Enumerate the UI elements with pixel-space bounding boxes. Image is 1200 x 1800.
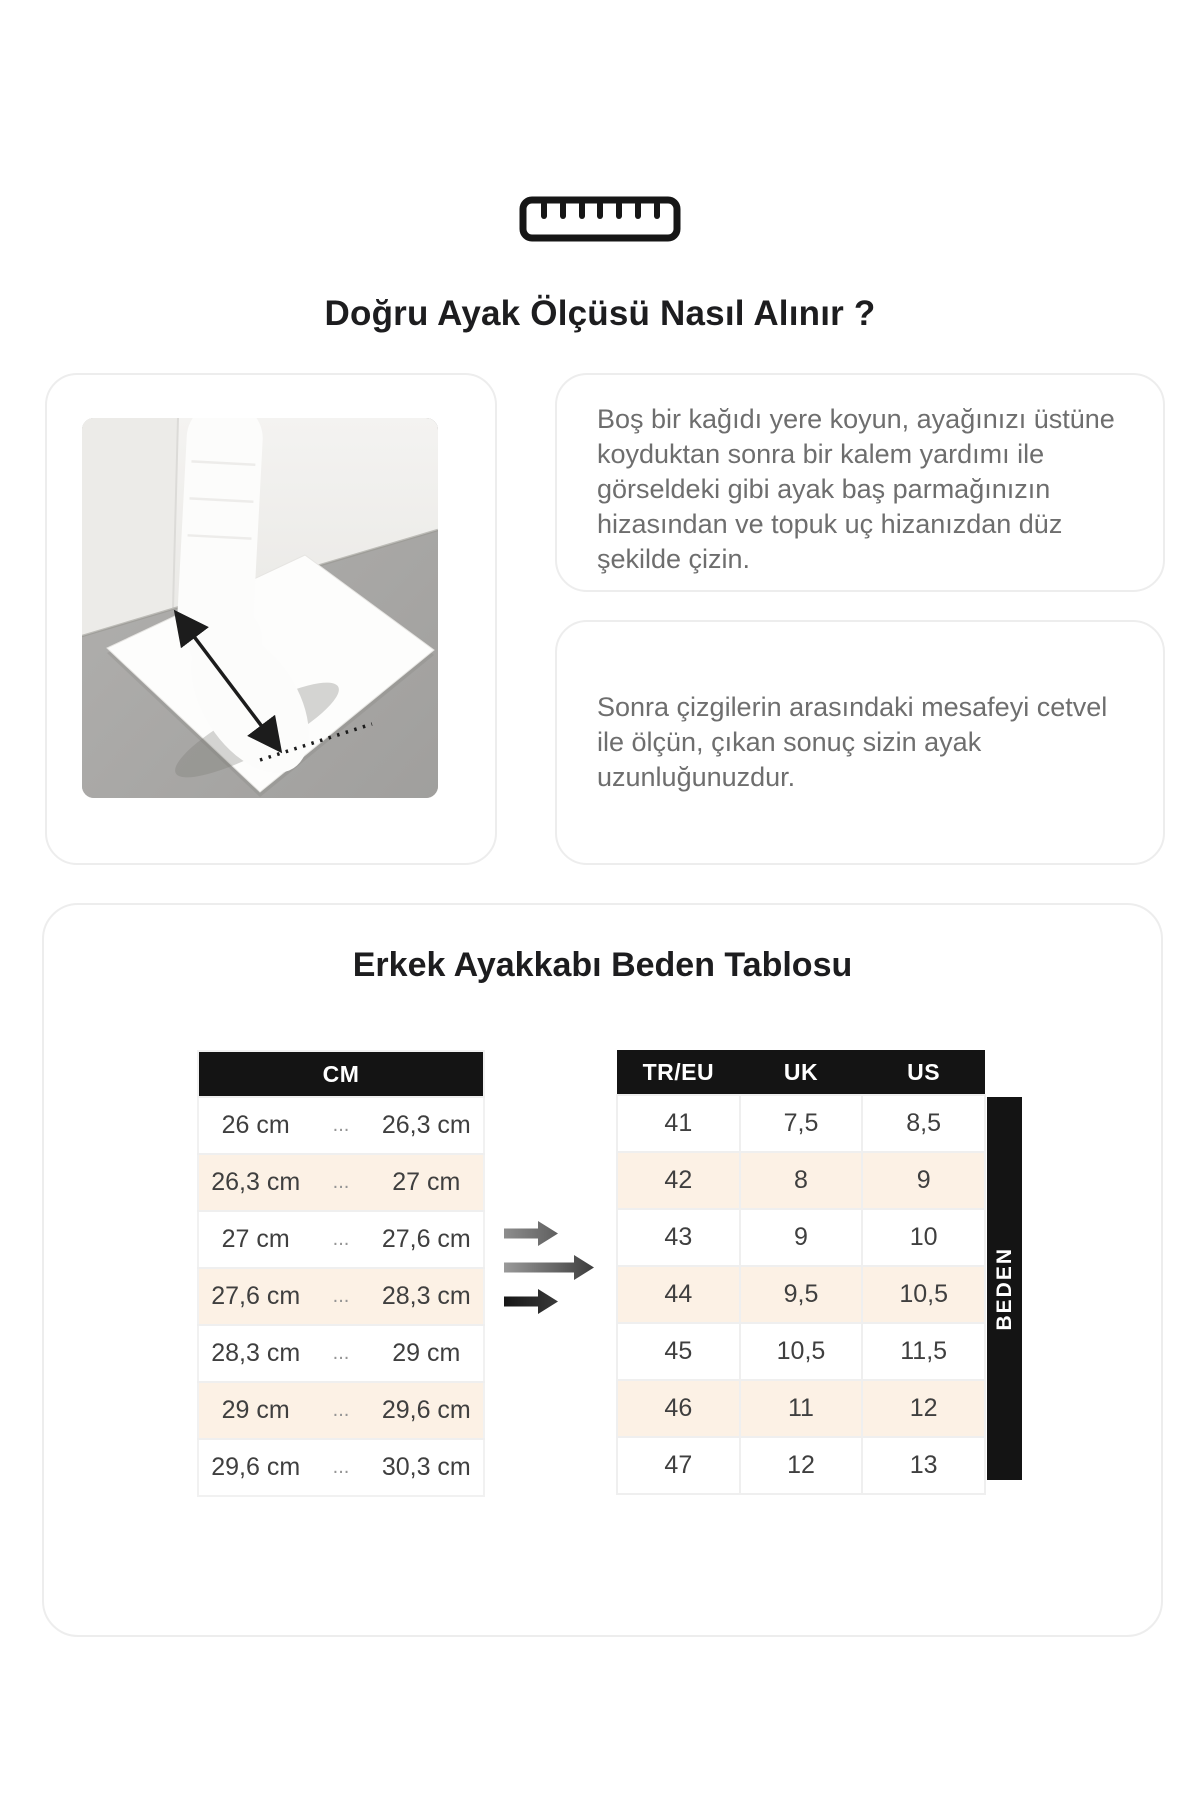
size-guide-title: Erkek Ayakkabı Beden Tablosu [352, 946, 853, 984]
size-table-body [617, 1095, 985, 1494]
size-cell-uk: 9 [740, 1209, 863, 1266]
size-table-row [617, 1437, 985, 1494]
size-cell-uk: 8 [740, 1152, 863, 1209]
cm-table [197, 1050, 485, 1497]
size-table [616, 1050, 986, 1495]
size-cell-uk: 9,5 [740, 1266, 863, 1323]
cm-cell-max: 28,3 cm [370, 1268, 484, 1325]
cm-table-body [198, 1097, 484, 1496]
cm-cell-min: 29,6 cm [198, 1439, 312, 1496]
cm-cell-min: 26 cm [198, 1097, 312, 1154]
size-table-row [617, 1323, 985, 1380]
size-cell-uk: 7,5 [740, 1095, 863, 1152]
cm-cell-min: 27 cm [198, 1211, 312, 1268]
cm-table-row [198, 1211, 484, 1268]
size-table-row [617, 1209, 985, 1266]
ruler-icon [519, 196, 681, 247]
foot-on-paper-photo [82, 418, 438, 798]
cm-cell-dots: ... [312, 1154, 369, 1211]
size-cell-us: 8,5 [862, 1095, 985, 1152]
size-table-row [617, 1266, 985, 1323]
size-cell-us: 11,5 [862, 1323, 985, 1380]
cm-cell-dots: ... [312, 1325, 369, 1382]
size-guide-card [42, 903, 1163, 1637]
size-cell-uk: 10,5 [740, 1323, 863, 1380]
cm-cell-min: 27,6 cm [198, 1268, 312, 1325]
cm-cell-max: 29 cm [370, 1325, 484, 1382]
size-cell-uk: 11 [740, 1380, 863, 1437]
instruction-card-2 [555, 620, 1165, 865]
cm-cell-max: 26,3 cm [370, 1097, 484, 1154]
size-cell-tr-eu: 45 [617, 1323, 740, 1380]
size-cell-tr-eu: 43 [617, 1209, 740, 1266]
cm-table-row [198, 1439, 484, 1496]
instruction-card-1 [555, 373, 1165, 592]
cm-cell-max: 27,6 cm [370, 1211, 484, 1268]
cm-cell-max: 27 cm [370, 1154, 484, 1211]
cm-table-row [198, 1325, 484, 1382]
cm-cell-min: 28,3 cm [198, 1325, 312, 1382]
cm-table-row [198, 1268, 484, 1325]
cm-cell-dots: ... [312, 1268, 369, 1325]
size-table-header-tr-eu: TR/EU [617, 1050, 740, 1095]
beden-side-label: BEDEN [992, 1246, 1016, 1331]
transfer-arrows-icon [504, 1217, 596, 1324]
cm-table-row [198, 1154, 484, 1211]
size-table-row [617, 1380, 985, 1437]
page-title: Doğru Ayak Ölçüsü Nasıl Alınır ? [324, 294, 876, 333]
cm-cell-min: 26,3 cm [198, 1154, 312, 1211]
size-cell-uk: 12 [740, 1437, 863, 1494]
size-cell-us: 13 [862, 1437, 985, 1494]
size-cell-tr-eu: 46 [617, 1380, 740, 1437]
cm-cell-dots: ... [312, 1439, 369, 1496]
cm-cell-max: 30,3 cm [370, 1439, 484, 1496]
cm-cell-dots: ... [312, 1097, 369, 1154]
cm-cell-dots: ... [312, 1382, 369, 1439]
size-cell-us: 10 [862, 1209, 985, 1266]
size-cell-us: 12 [862, 1380, 985, 1437]
size-cell-us: 9 [862, 1152, 985, 1209]
size-cell-tr-eu: 47 [617, 1437, 740, 1494]
cm-cell-max: 29,6 cm [370, 1382, 484, 1439]
size-table-header-us: US [862, 1050, 985, 1095]
cm-table-row [198, 1097, 484, 1154]
size-table-header-row [617, 1050, 985, 1095]
cm-cell-dots: ... [312, 1211, 369, 1268]
instruction-step-1: Boş bir kağıdı yere koyun, ayağınızı üstüne koyduktan sonra bir kalem yardımı ile görseldeki gibi ayak baş parmağınızın hizasından ve topuk uç hizanızdan düz şekilde çizin. [597, 404, 1115, 574]
size-cell-tr-eu: 41 [617, 1095, 740, 1152]
size-table-row [617, 1152, 985, 1209]
size-table-row [617, 1095, 985, 1152]
measure-photo-card [45, 373, 497, 865]
cm-table-header: CM [198, 1051, 484, 1097]
size-cell-us: 10,5 [862, 1266, 985, 1323]
size-table-header-uk: UK [740, 1050, 863, 1095]
cm-cell-min: 29 cm [198, 1382, 312, 1439]
instruction-step-2: Sonra çizgilerin arasındaki mesafeyi cetvel ile ölçün, çıkan sonuç sizin ayak uzunluğunuzdur. [597, 692, 1108, 792]
beden-side-bar [987, 1097, 1022, 1480]
size-cell-tr-eu: 42 [617, 1152, 740, 1209]
cm-table-row [198, 1382, 484, 1439]
size-cell-tr-eu: 44 [617, 1266, 740, 1323]
photo-wall-left-panel [82, 418, 178, 636]
